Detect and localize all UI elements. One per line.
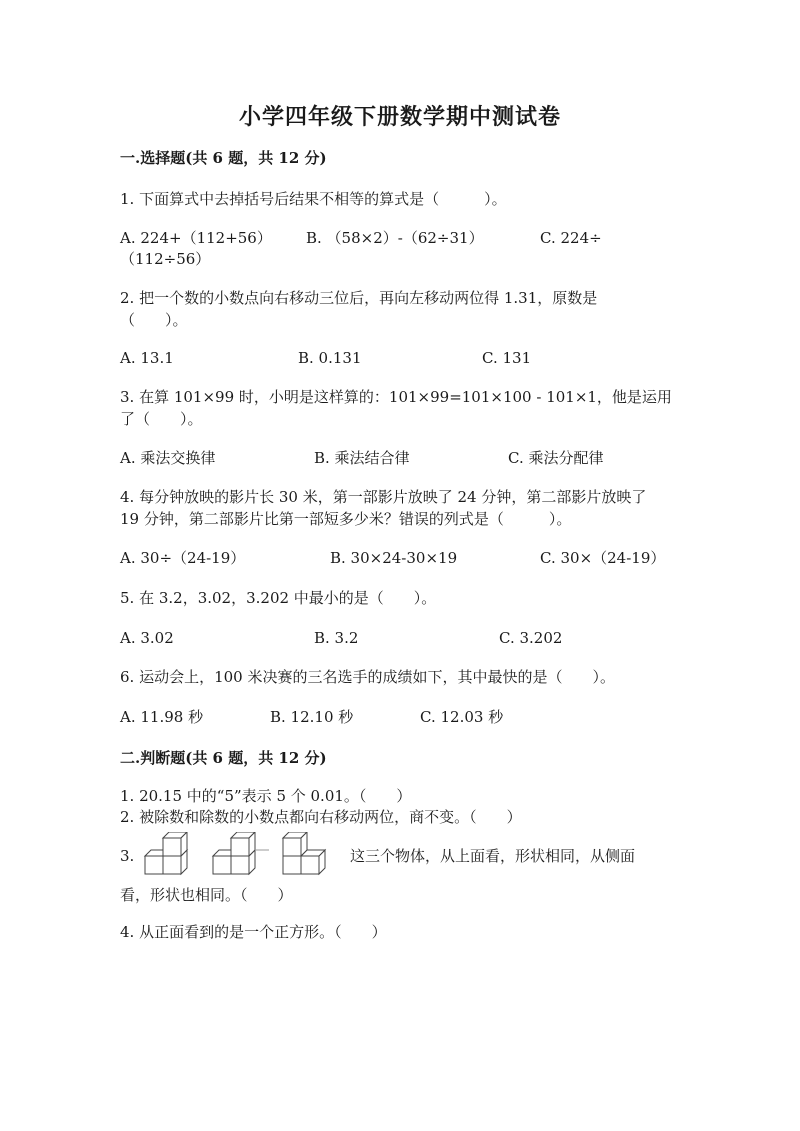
option-c: C. 131 bbox=[482, 349, 532, 367]
option-c: C. 224÷ bbox=[540, 229, 602, 247]
option-b: B. 30×24-30×19 bbox=[330, 549, 458, 567]
question-stem-continued: 19 分钟，第二部影片比第一部短多少米？错误的列式是（ ）。 bbox=[120, 510, 572, 528]
cube-figure-3 bbox=[283, 832, 325, 874]
question-stem-continued: 了（ ）。 bbox=[120, 410, 203, 428]
section-heading-choice: 一.选择题(共 6 题，共 12 分) bbox=[120, 149, 327, 167]
option-c: C. 12.03 秒 bbox=[420, 708, 504, 726]
option-b: B. 3.2 bbox=[314, 629, 359, 647]
option-c-continued: （112÷56） bbox=[120, 250, 211, 268]
option-a: A. 224+（112+56） bbox=[120, 229, 272, 247]
question-stem: 2. 把一个数的小数点向右移动三位后，再向左移动两位得 1.31，原数是 bbox=[120, 289, 598, 307]
option-c: C. 乘法分配律 bbox=[508, 449, 604, 467]
cube-figure-2 bbox=[213, 832, 269, 874]
option-c: C. 30×（24-19） bbox=[540, 549, 666, 567]
question-stem: 3. 在算 101×99 时，小明是这样算的：101×99=101×100 - 101×1，他是运用 bbox=[120, 388, 672, 406]
option-a: A. 11.98 秒 bbox=[120, 708, 204, 726]
section-heading-judgement: 二.判断题(共 6 题，共 12 分) bbox=[120, 749, 327, 767]
judgement-item: 1. 20.15 中的“5”表示 5 个 0.01。（ ） bbox=[120, 787, 412, 805]
question-stem: 4. 每分钟放映的影片长 30 米，第一部影片放映了 24 分钟，第二部影片放映了 bbox=[120, 488, 647, 506]
judgement-item-number: 3. bbox=[120, 847, 135, 865]
judgement-item: 2. 被除数和除数的小数点都向右移动两位，商不变。（ ） bbox=[120, 808, 522, 826]
judgement-item-text: 这三个物体，从上面看，形状相同，从侧面 bbox=[350, 847, 636, 865]
question-stem: 6. 运动会上，100 米决赛的三名选手的成绩如下，其中最快的是（ ）。 bbox=[120, 668, 615, 686]
cube-figure-1 bbox=[145, 832, 187, 874]
option-a: A. 30÷（24-19） bbox=[120, 549, 246, 567]
option-b: B. 12.10 秒 bbox=[270, 708, 354, 726]
option-b: B. 乘法结合律 bbox=[314, 449, 410, 467]
question-stem-continued: （ ）。 bbox=[120, 311, 188, 329]
judgement-item-text-continued: 看，形状也相同。（ ） bbox=[120, 886, 293, 904]
option-b: B. 0.131 bbox=[298, 349, 362, 367]
page-title: 小学四年级下册数学期中测试卷 bbox=[238, 104, 561, 130]
option-b: B. （58×2）-（62÷31） bbox=[306, 229, 484, 247]
question-stem: 5. 在 3.2，3.02，3.202 中最小的是（ ）。 bbox=[120, 589, 437, 607]
judgement-item: 4. 从正面看到的是一个正方形。（ ） bbox=[120, 923, 387, 941]
option-c: C. 3.202 bbox=[499, 629, 563, 647]
option-a: A. 3.02 bbox=[120, 629, 174, 647]
option-a: A. 13.1 bbox=[120, 349, 174, 367]
cube-figures-image bbox=[143, 832, 343, 876]
option-a: A. 乘法交换律 bbox=[120, 449, 216, 467]
question-stem: 1. 下面算式中去掉括号后结果不相等的算式是（ ）。 bbox=[120, 190, 507, 208]
